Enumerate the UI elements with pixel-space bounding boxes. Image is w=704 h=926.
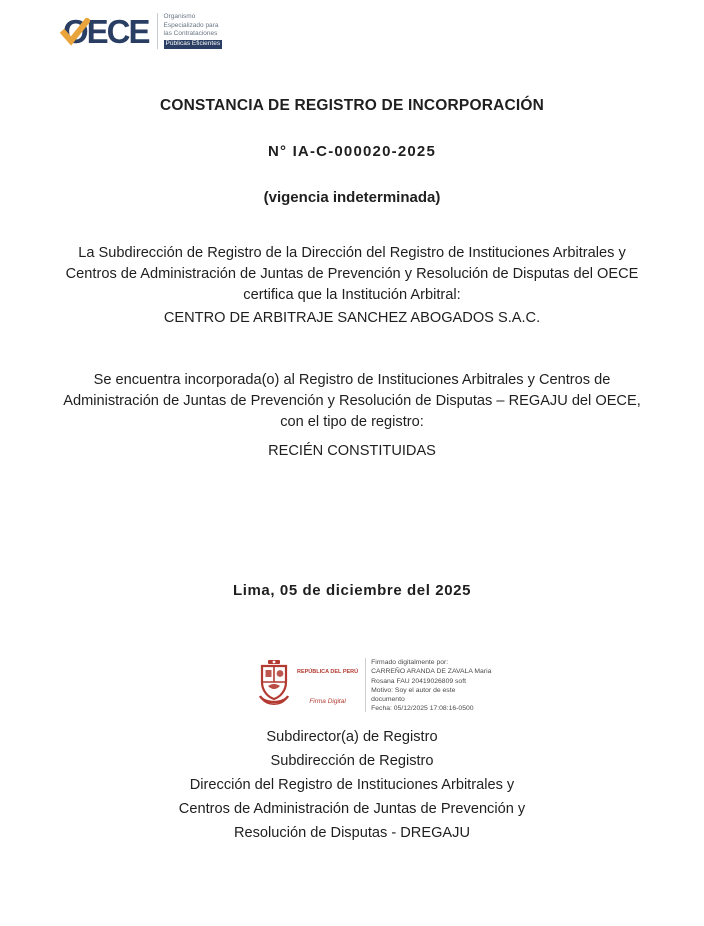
oece-wordmark (63, 12, 149, 50)
incorporation-paragraph: Se encuentra incorporada(o) al Registro de Instituciones Arbitrales y Centros de Administración de Juntas de Prevención y Resolución de Disputas – REGAJU del OECE, con el tipo de registro: (63, 372, 641, 430)
oece-tagline (157, 13, 223, 49)
digital-signature-stamp (254, 656, 491, 714)
signature-line: documento (371, 696, 405, 704)
institution-name: CENTRO DE ARBITRAJE SANCHEZ ABOGADOS S.A.C. (163, 310, 541, 326)
signature-details (371, 656, 491, 714)
signer-title-line: Dirección del Registro de Instituciones Arbitrales y (189, 777, 515, 793)
signer-titles (0, 725, 704, 845)
signature-line: Rosana FAU 20419026809 soft (371, 677, 466, 685)
signature-line: CARREÑO ARANDA DE ZAVALA Maria (371, 668, 492, 676)
signer-title-line: Centros de Administración de Juntas de Prevención y (178, 801, 526, 817)
seal-title: REPÚBLICA DEL PERÚ (297, 669, 359, 675)
tagline-line-highlight: Públicas Eficientes (165, 40, 221, 47)
signer-title-line: Subdirector(a) de Registro (266, 729, 438, 745)
tagline-line: Especializado para (163, 21, 219, 29)
certificate-number: N° IA-C-000020-2025 (267, 143, 437, 160)
firma-digital-label: Firma Digital (309, 698, 346, 705)
registry-type: RECIÉN CONSTITUIDAS (268, 443, 436, 459)
signature-line: Fecha: 05/12/2025 17:08:16-0500 (371, 705, 474, 713)
signature-line: Firmado digitalmente por: (371, 659, 449, 666)
tagline-line: Organismo (163, 13, 196, 20)
oece-wordmark-text: OECE (63, 12, 149, 50)
oece-logo (63, 13, 222, 49)
signature-divider (365, 658, 366, 712)
validity-note: (vigencia indeterminada) (263, 189, 441, 206)
signer-title-line: Resolución de Disputas - DREGAJU (233, 825, 471, 841)
document-title: CONSTANCIA DE REGISTRO DE INCORPORACIÓN (159, 97, 545, 114)
peru-seal (254, 656, 358, 714)
certifying-paragraph: La Subdirección de Registro de la Dirección del Registro de Instituciones Arbitrales y Centros de Administración de Juntas de Prevención y Resolución de Disputas del OECE certifica que la Institución Arbitral: (65, 245, 639, 303)
date-line: Lima, 05 de diciembre del 2025 (232, 582, 472, 599)
peru-coat-of-arms-icon (254, 656, 294, 710)
signer-title-line: Subdirección de Registro (270, 753, 434, 769)
signature-line: Motivo: Soy el autor de este (371, 686, 456, 694)
tagline-line: las Contrataciones (163, 30, 218, 37)
